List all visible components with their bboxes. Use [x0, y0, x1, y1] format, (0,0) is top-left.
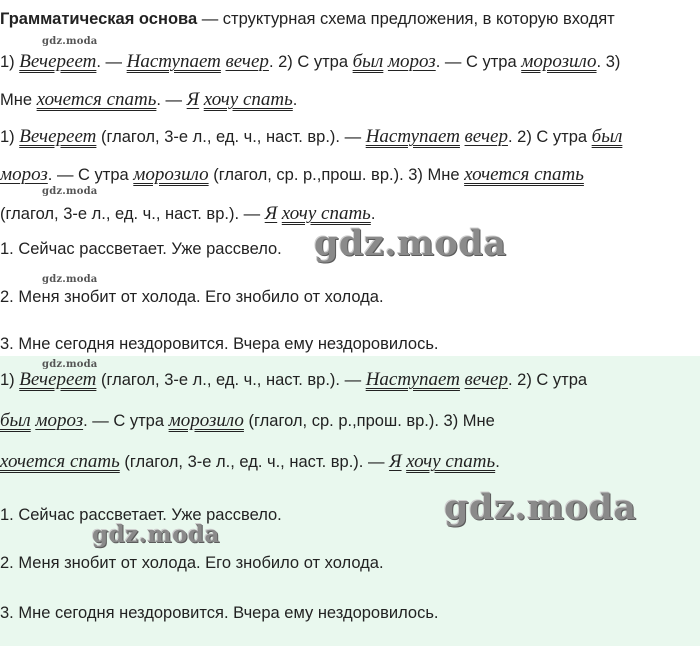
text: (глагол, ср. р.,прош. вр.). 3) Мне: [243, 412, 495, 430]
watermark-large: gdz.moda: [314, 223, 507, 264]
examples-line-2: [0, 89, 297, 111]
text: . —: [96, 53, 127, 71]
subject: мороз: [387, 51, 436, 72]
text: . 2) С утра: [507, 128, 592, 146]
watermark-small: gdz.moda: [42, 359, 98, 370]
text: . — С утра: [435, 53, 522, 71]
predicate: морозило: [168, 410, 244, 431]
predicate: хочу спать: [203, 89, 293, 110]
subject: Я: [186, 89, 200, 110]
text: 1): [0, 53, 20, 71]
predicate: Вечереет: [19, 51, 97, 72]
predicate: хочется спать: [36, 89, 157, 110]
text: . — С утра: [83, 412, 169, 430]
answer1-line-2: [0, 164, 584, 186]
text: . 2) С утра: [507, 371, 588, 389]
predicate: был: [591, 126, 623, 147]
subject: вечер: [225, 51, 269, 72]
text: 1): [0, 128, 20, 146]
answer2-sentence-2: 2. Меня знобит от холода. Его знобило от холода.: [0, 554, 384, 572]
answer2-line-1: [0, 369, 587, 391]
predicate: Вечереет: [19, 126, 97, 147]
predicate: Наступает: [365, 369, 460, 390]
predicate: хочу спать: [406, 451, 496, 472]
text: . 3): [596, 53, 621, 71]
predicate: хочется спать: [464, 164, 584, 185]
watermark-large: gdz.moda: [444, 487, 637, 528]
watermark-medium: gdz.moda: [92, 521, 220, 548]
watermark-small: gdz.moda: [42, 274, 98, 285]
text: .: [292, 91, 298, 109]
predicate: хочу спать: [281, 203, 371, 224]
subject: мороз: [35, 410, 84, 431]
text: (глагол, 3-е л., ед. ч., наст. вр.). —: [119, 453, 390, 471]
subject: вечер: [464, 369, 508, 390]
subject: Я: [389, 451, 402, 472]
text: .: [370, 205, 376, 223]
answer2-sentence-3: 3. Мне сегодня нездоровится. Вчера ему нездоровилось.: [0, 604, 439, 622]
answer2-line-3: [0, 451, 500, 473]
predicate: Вечереет: [19, 369, 97, 390]
answer1-sentence-1: 1. Сейчас рассветает. Уже рассвело.: [0, 240, 282, 258]
predicate: морозило: [133, 164, 209, 185]
predicate: хочется спать: [0, 451, 120, 472]
text: . —: [156, 91, 187, 109]
answer1-line-3: [0, 203, 375, 225]
watermark-small: gdz.moda: [42, 36, 98, 47]
answer1-sentence-2: 2. Меня знобит от холода. Его знобило от холода.: [0, 288, 384, 306]
text: (глагол, 3-е л., ед. ч., наст. вр.). —: [96, 128, 366, 146]
text: . 2) С утра: [268, 53, 353, 71]
answer2-sentence-1: 1. Сейчас рассветает. Уже рассвело.: [0, 506, 282, 524]
predicate: был: [352, 51, 384, 72]
text: (глагол, 3-е л., ед. ч., наст. вр.). —: [0, 205, 265, 223]
subject: мороз: [0, 164, 48, 185]
predicate: морозило: [521, 51, 597, 72]
watermark-small: gdz.moda: [42, 186, 98, 197]
predicate: был: [0, 410, 31, 431]
answer1-line-1: [0, 126, 622, 148]
text: .: [495, 453, 500, 471]
intro-line: [0, 8, 615, 30]
answer1-sentence-3: 3. Мне сегодня нездоровится. Вчера ему нездоровилось.: [0, 335, 439, 353]
predicate: Наступает: [365, 126, 460, 147]
text: Мне: [0, 91, 37, 109]
text: (глагол, ср. р.,прош. вр.). 3) Мне: [208, 166, 465, 184]
examples-line-1: [0, 51, 620, 73]
subject: вечер: [464, 126, 508, 147]
text: 1): [0, 371, 20, 389]
intro-rest: — структурная схема предложения, в которую входят: [197, 10, 615, 28]
subject: Я: [264, 203, 278, 224]
predicate: Наступает: [126, 51, 221, 72]
answer2-line-2: [0, 410, 495, 432]
text: . — С утра: [47, 166, 134, 184]
text: (глагол, 3-е л., ед. ч., наст. вр.). —: [96, 371, 366, 389]
intro-term: Грамматическая основа: [0, 10, 198, 28]
